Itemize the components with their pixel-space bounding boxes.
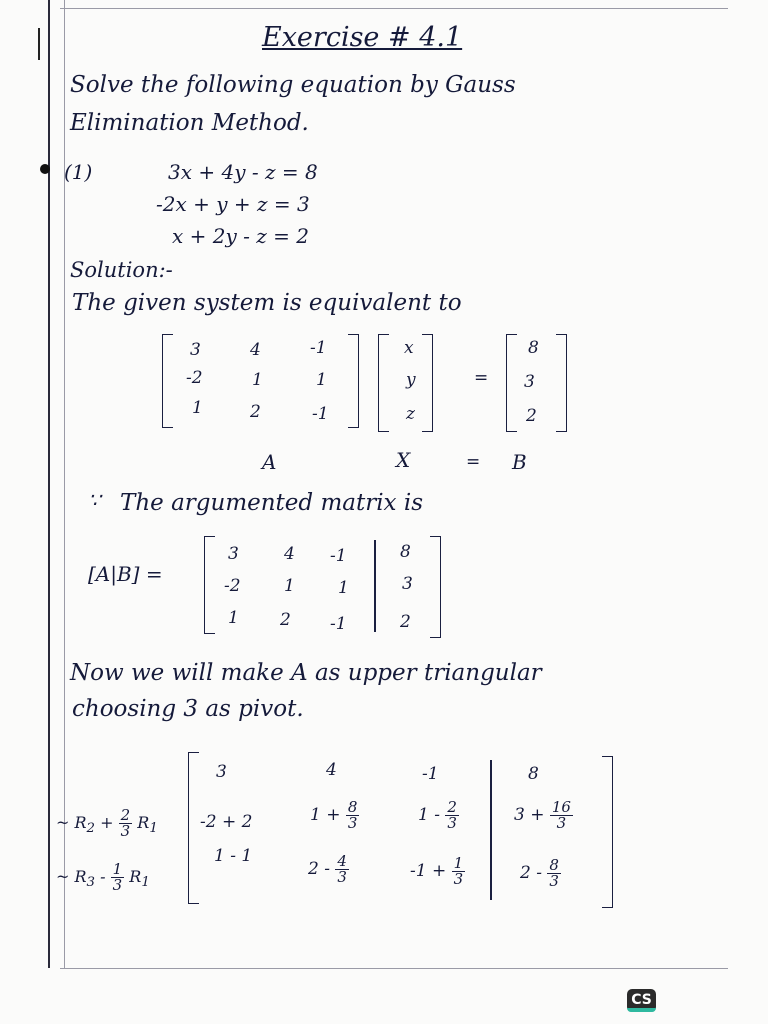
label-x: X [396,448,411,472]
label-equals: = [466,452,481,472]
equals-sign: = [474,368,489,388]
matrix-a-cell: -2 [186,368,203,388]
matrix-a-cell: -1 [310,338,327,358]
step-cell: -1 + $\frac{1}{3}$ [410,854,464,888]
exercise-title: Exercise # 4.1 [262,22,463,53]
aug-divider [374,540,376,632]
step-cell: 1 - $\frac{2}{3}$ [418,798,457,832]
aug-right-bracket [430,536,441,638]
step-cell: 8 [528,764,539,784]
step-cell: 3 + $\frac{16}{3}$ [514,798,571,832]
matrix-a-cell: 1 [316,370,327,390]
aug-cell: 2 [280,610,291,630]
aug-left-bracket [204,536,215,634]
augmented-text: The argumented matrix is [120,490,423,516]
step-cell: 1 + $\frac{8}{3}$ [310,798,358,832]
equation-2: -2x + y + z = 3 [156,192,310,216]
problem-number: (1) [64,160,93,184]
aug-cell: 1 [338,578,349,598]
matrix-a-cell: -1 [312,404,329,424]
vector-x-left-bracket [378,334,389,432]
step-cell: 1 - 1 [214,846,253,866]
aug-cell: -1 [330,546,347,566]
margin-mark [38,28,40,60]
step-cell: -1 [422,764,439,784]
label-a: A [262,450,277,474]
vector-b-cell: 8 [528,338,539,358]
matrix-a-cell: 1 [192,398,203,418]
matrix-a-right-bracket [348,334,359,428]
augmented-label: [A|B] = [88,562,163,586]
aug-cell: 4 [284,544,295,564]
label-b: B [512,450,527,474]
matrix-a-cell: 2 [250,402,261,422]
matrix-a-left-bracket [162,334,173,428]
aug-cell: -2 [224,576,241,596]
now-line-1: Now we will make A as upper triangular [70,660,542,686]
page-top-rule [60,8,728,9]
camscanner-logo-strip [627,1008,656,1012]
vector-b-cell: 2 [526,406,537,426]
row-operation-2: ~ $R_3$ - $\frac{1}{3}$ $R_1$ [56,860,150,894]
vector-x-cell: z [406,404,415,424]
step-cell: 2 - $\frac{8}{3}$ [520,856,559,890]
because-symbol: ∵ [88,488,101,512]
bullet-dot-icon [40,164,50,174]
step-divider [490,760,492,900]
step-cell: 4 [326,760,337,780]
step-left-bracket [188,752,199,904]
aug-cell: 1 [228,608,239,628]
aug-cell: 3 [228,544,239,564]
vector-x-cell: x [404,338,414,358]
aug-rhs-cell: 3 [402,574,413,594]
aug-rhs-cell: 2 [400,612,411,632]
aug-cell: 1 [284,576,295,596]
vector-b-cell: 3 [524,372,535,392]
equivalent-text: The given system is equivalent to [72,290,462,316]
vector-b-right-bracket [556,334,567,432]
step-right-bracket [602,756,613,908]
step-cell: -2 + 2 [200,812,253,832]
camscanner-logo-icon: CS [627,989,656,1012]
step-cell: 3 [216,762,227,782]
instruction-line-1: Solve the following equation by Gauss [70,72,516,98]
aug-cell: -1 [330,614,347,634]
vector-x-right-bracket [422,334,433,432]
page-bottom-rule [60,968,728,969]
step-cell: 2 - $\frac{4}{3}$ [308,852,347,886]
matrix-a-cell: 3 [190,340,201,360]
matrix-a-cell: 4 [250,340,261,360]
vector-x-cell: y [406,370,416,390]
equation-1: 3x + 4y - z = 8 [168,160,318,184]
vector-b-left-bracket [506,334,517,432]
row-operation-1: ~ $R_2$ + $\frac{2}{3}$ $R_1$ [56,806,158,840]
now-line-2: choosing 3 as pivot. [72,696,304,722]
aug-rhs-cell: 8 [400,542,411,562]
margin-rule [48,0,50,968]
matrix-a-cell: 1 [252,370,263,390]
instruction-line-2: Elimination Method. [70,110,309,136]
equation-3: x + 2y - z = 2 [172,224,309,248]
solution-label: Solution:- [70,258,173,282]
